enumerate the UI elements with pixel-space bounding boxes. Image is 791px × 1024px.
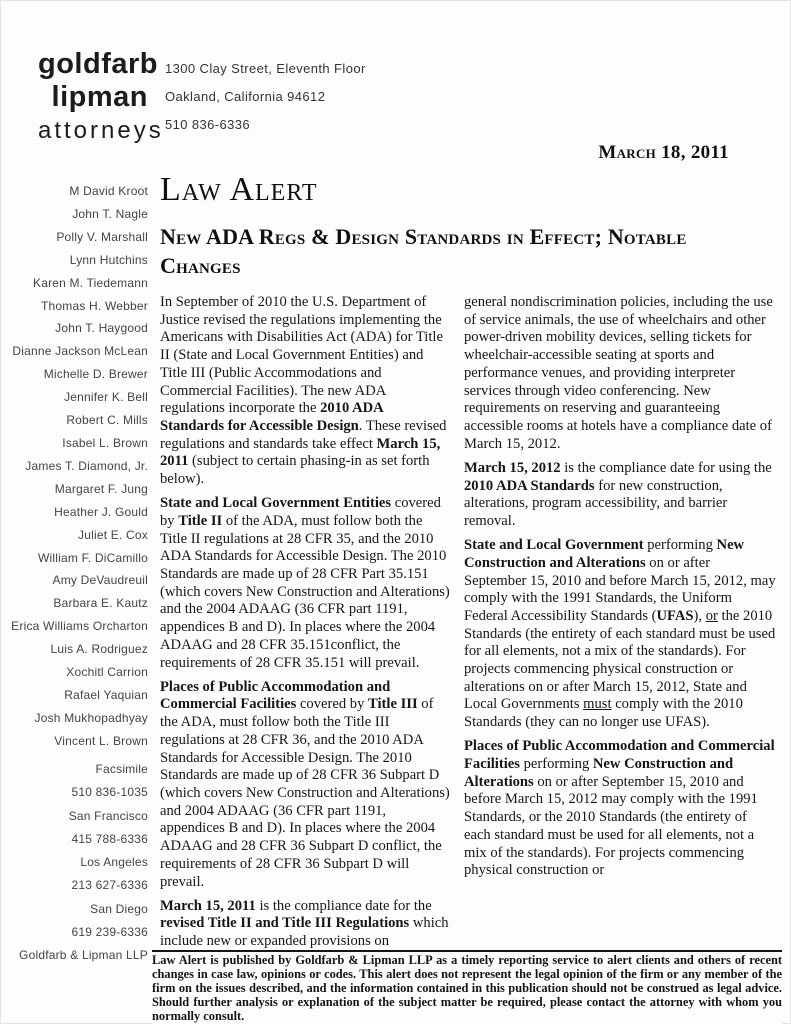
article-headline: New ADA Regs & Design Standards in Effect; Notable Changes — [160, 224, 687, 278]
office-line: San Diego — [90, 901, 148, 916]
attorney-name: Margaret F. Jung — [54, 481, 148, 496]
body-paragraph: March 15, 2012 is the compliance date for using the 2010 ADA Standards for new construction, alterations, program accessibility, and barrier removal. — [464, 459, 772, 529]
attorney-name: Karen M. Tiedemann — [33, 275, 148, 290]
attorney-name: Lynn Hutchins — [69, 252, 148, 267]
attorney-name: Amy DeVaudreuil — [52, 573, 148, 588]
logo-word-attorneys: attorneys — [38, 117, 164, 144]
attorney-name: Juliet E. Cox — [78, 527, 148, 542]
attorney-name: Isabel L. Brown — [62, 435, 148, 450]
office-contact-list — [0, 758, 148, 968]
attorney-name: John T. Haygood — [55, 321, 148, 336]
body-paragraph: general nondiscrimination policies, including the use of service animals, the use of wheelchairs and other power-driven mobility devices, selling tickets for wheelchair-accessible seating at sports and performance venues, and providing interpreter services through video conferencing. New requirements on reserving and guaranteeing accessible rooms at hotels have a compliance date of March 15, 2012. — [464, 294, 773, 452]
attorney-name: John T. Nagle — [72, 206, 148, 221]
attorney-name: Xochitl Carrion — [66, 665, 148, 680]
attorney-name: James T. Diamond, Jr. — [25, 458, 148, 473]
page-title: Law Alert — [160, 171, 318, 208]
attorney-name: Erica Williams Orcharton — [11, 619, 148, 634]
office-line: Facsimile — [95, 762, 148, 776]
firm-contact-block — [165, 55, 366, 139]
attorney-name: Polly V. Marshall — [56, 229, 148, 244]
publication-date: March 18, 2011 — [598, 142, 729, 163]
body-paragraph: Places of Public Accommodation and Commercial Facilities covered by Title III of the ADA, must follow both the Title III regulations at 28 CFR 36, and the 2010 ADA Standards for Accessible Design. The 2010 Standards are made up of 28 CFR 36 Subpart D (which covers New Construction and Alterations) and 2004 ADAAG (36 CFR part 1191, appendices B and D). In places where the 2004 ADAAG and 28 CFR 36 Subpart D conflict, the requirements of 28 CFR 36 Subpart D will prevail. — [160, 678, 450, 890]
attorney-name: Thomas H. Webber — [40, 298, 148, 313]
body-paragraph: State and Local Government Entities covered by Title II of the ADA, must follow both the Title II regulations at 28 CFR 35, and the 2010 ADA Standards for Accessible Design. The 2010 Standards are made up of 28 CFR Part 35.151 (which covers New Construction and Alterations) and the 2004 ADAAG (36 CFR part 1191, appendices B and D). In places where the 2004 ADAAG and 28 CFR 35.151conflict, the requirements of 28 CFR 35.151 will prevail. — [160, 495, 450, 671]
attorney-name: Jennifer K. Bell — [64, 390, 148, 405]
logo-word-goldfarb: goldfarb — [38, 48, 158, 80]
firm-logo — [38, 48, 164, 147]
two-column-body — [160, 294, 784, 957]
office-line: 619 239-6336 — [71, 925, 148, 940]
office-line: Goldfarb & Lipman LLP — [19, 948, 148, 963]
attorney-name: Barbara E. Kautz — [53, 596, 148, 611]
body-paragraph: State and Local Government performing New Construction and Alterations on or after September 15, 2010 and before March 15, 2012, may comply with the 1991 Standards, the Uniform Federal Accessibility Standards (UFAS), or the 2010 Standards (the entirety of each standard must be used for all elements, not a mix of the standards). For projects commencing physical construction or alterations on or after March 15, 2012, State and Local Governments must comply with the 2010 Standards (they can no longer use UFAS). — [464, 537, 776, 731]
body-column-left — [160, 294, 450, 957]
attorney-name: Vincent L. Brown — [54, 733, 148, 748]
attorney-name: William F. DiCamillo — [37, 550, 148, 565]
attorney-name: Dianne Jackson McLean — [12, 344, 148, 359]
body-column-right — [464, 294, 776, 957]
body-paragraph: March 15, 2011 is the compliance date for the revised Title II and Title III Regulations which include new or expanded provisions on — [160, 897, 449, 950]
office-line: Los Angeles — [80, 855, 148, 870]
body-paragraph: In September of 2010 the U.S. Department of Justice revised the regulations implementing the Americans with Disabilities Act (ADA) for Title II (State and Local Government Entities) and Title III (Public Accommodations and Commercial Facilities). The new ADA regulations incorporate the 2010 ADA Standards for Accessible Design. These revised regulations and standards take effect March 15, 2011 (subject to certain phasing-in as set forth below). — [160, 294, 447, 488]
address-line-2: Oakland, California 94612 — [165, 89, 326, 104]
logo-word-lipman: lipman — [51, 81, 148, 113]
main-content — [160, 170, 784, 957]
address-line-1: 1300 Clay Street, Eleventh Floor — [165, 61, 366, 76]
attorney-name: Rafael Yaquian — [64, 687, 148, 702]
attorney-name: Michelle D. Brewer — [43, 367, 148, 382]
attorney-name: Heather J. Gould — [54, 504, 148, 519]
attorney-name-list — [0, 180, 148, 753]
attorney-name: Luis A. Rodriguez — [50, 642, 148, 657]
attorney-name: Josh Mukhopadhyay — [34, 710, 148, 725]
office-line: San Francisco — [68, 808, 148, 823]
disclaimer-text: Law Alert is published by Goldfarb & Lipman LLP as a timely reporting service to alert clients and others of recent changes in case law, opinions or codes. This alert does not represent the legal opinion of the firm or any member of the firm on the issues described, and the information contained in this publication should not be construed as legal advice. Should further analysis or explanation of the subject matter be required, please contact the attorney with whom you normally consult. — [152, 953, 782, 1023]
attorney-name: Robert C. Mills — [66, 413, 148, 428]
body-paragraph: Places of Public Accommodation and Commercial Facilities performing New Construction and Alterations on or after September 15, 2010 and before March 15, 2012 may comply with the 1991 Standards, or the 2010 Standards (the entirety of each standard must be used for all elements, not a mix of the standards). For projects commencing physical construction or — [464, 738, 775, 879]
office-line: 213 627-6336 — [71, 878, 148, 893]
office-line: 415 788-6336 — [71, 831, 148, 846]
disclaimer-footer — [152, 950, 782, 1024]
attorney-name: M David Kroot — [69, 184, 148, 198]
office-line: 510 836-1035 — [71, 785, 148, 800]
phone-number: 510 836-6336 — [165, 117, 251, 132]
